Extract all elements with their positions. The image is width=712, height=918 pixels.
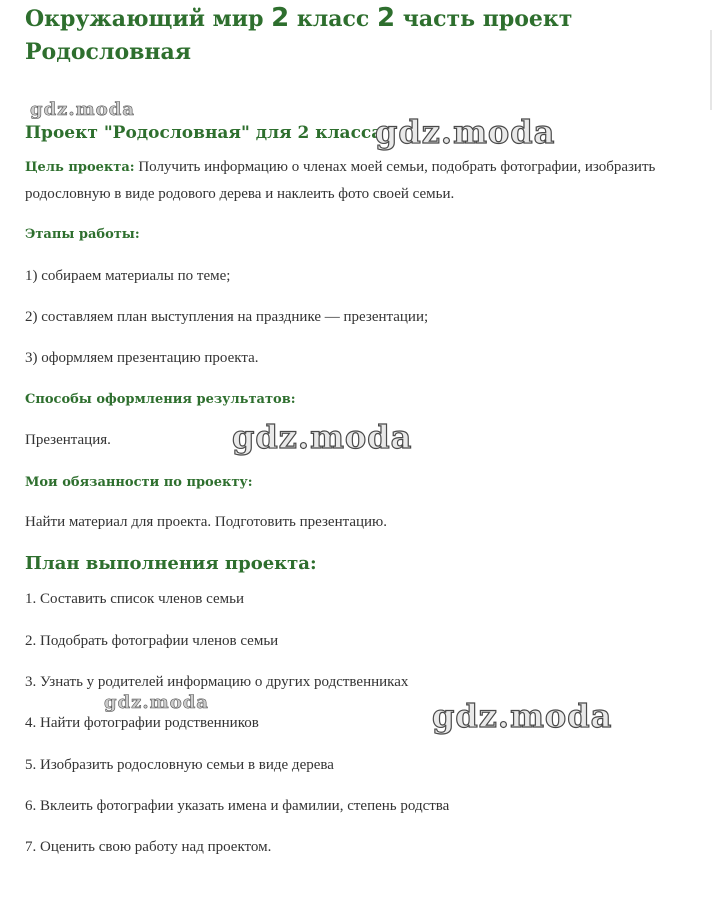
plan-item: 4. Найти фотографии родственников bbox=[25, 715, 259, 731]
plan-item: 3. Узнать у родителей информацию о других родственниках bbox=[25, 674, 409, 690]
stage-item: 2) составляем план выступления на празднике — презентации; bbox=[25, 309, 429, 325]
plan-item: 1. Составить список членов семьи bbox=[25, 591, 245, 607]
stages-label: Этапы работы: bbox=[25, 227, 140, 242]
stage-item: 3) оформляем презентацию проекта. bbox=[25, 350, 259, 366]
page-edge-decoration bbox=[704, 30, 712, 110]
plan-item: 5. Изобразить родословную семьи в виде дерева bbox=[25, 757, 334, 773]
watermark: gdz.moda bbox=[432, 697, 613, 735]
page-title: Окружающий мир 2 класс 2 часть проект Родословная bbox=[25, 3, 573, 65]
plan-item: 7. Оценить свою работу над проектом. bbox=[25, 839, 272, 855]
stage-item: 1) собираем материалы по теме; bbox=[25, 268, 231, 284]
project-subtitle: Проект "Родословная" для 2 класса bbox=[25, 123, 383, 143]
goal-label: Цель проекта: bbox=[25, 160, 135, 175]
duties-label: Мои обязанности по проекту: bbox=[25, 475, 253, 490]
goal-text: Получить информацию о членах моей семьи, подобрать фотографии, изобразить родословную в виде родового дерева и наклеить фото своей семьи. bbox=[25, 159, 656, 202]
goal-paragraph bbox=[25, 154, 685, 207]
results-text: Презентация. bbox=[25, 432, 111, 448]
plan-heading: План выполнения проекта: bbox=[25, 553, 317, 574]
plan-item: 2. Подобрать фотографии членов семьи bbox=[25, 633, 279, 649]
results-label: Способы оформления результатов: bbox=[25, 392, 296, 407]
watermark: gdz.moda bbox=[104, 692, 209, 713]
watermark: gdz.moda bbox=[30, 99, 135, 120]
watermark: gdz.moda bbox=[232, 418, 413, 456]
plan-item: 6. Вклеить фотографии указать имена и фамилии, степень родства bbox=[25, 798, 450, 814]
duties-text: Найти материал для проекта. Подготовить презентацию. bbox=[25, 514, 388, 530]
watermark: gdz.moda bbox=[375, 113, 556, 151]
